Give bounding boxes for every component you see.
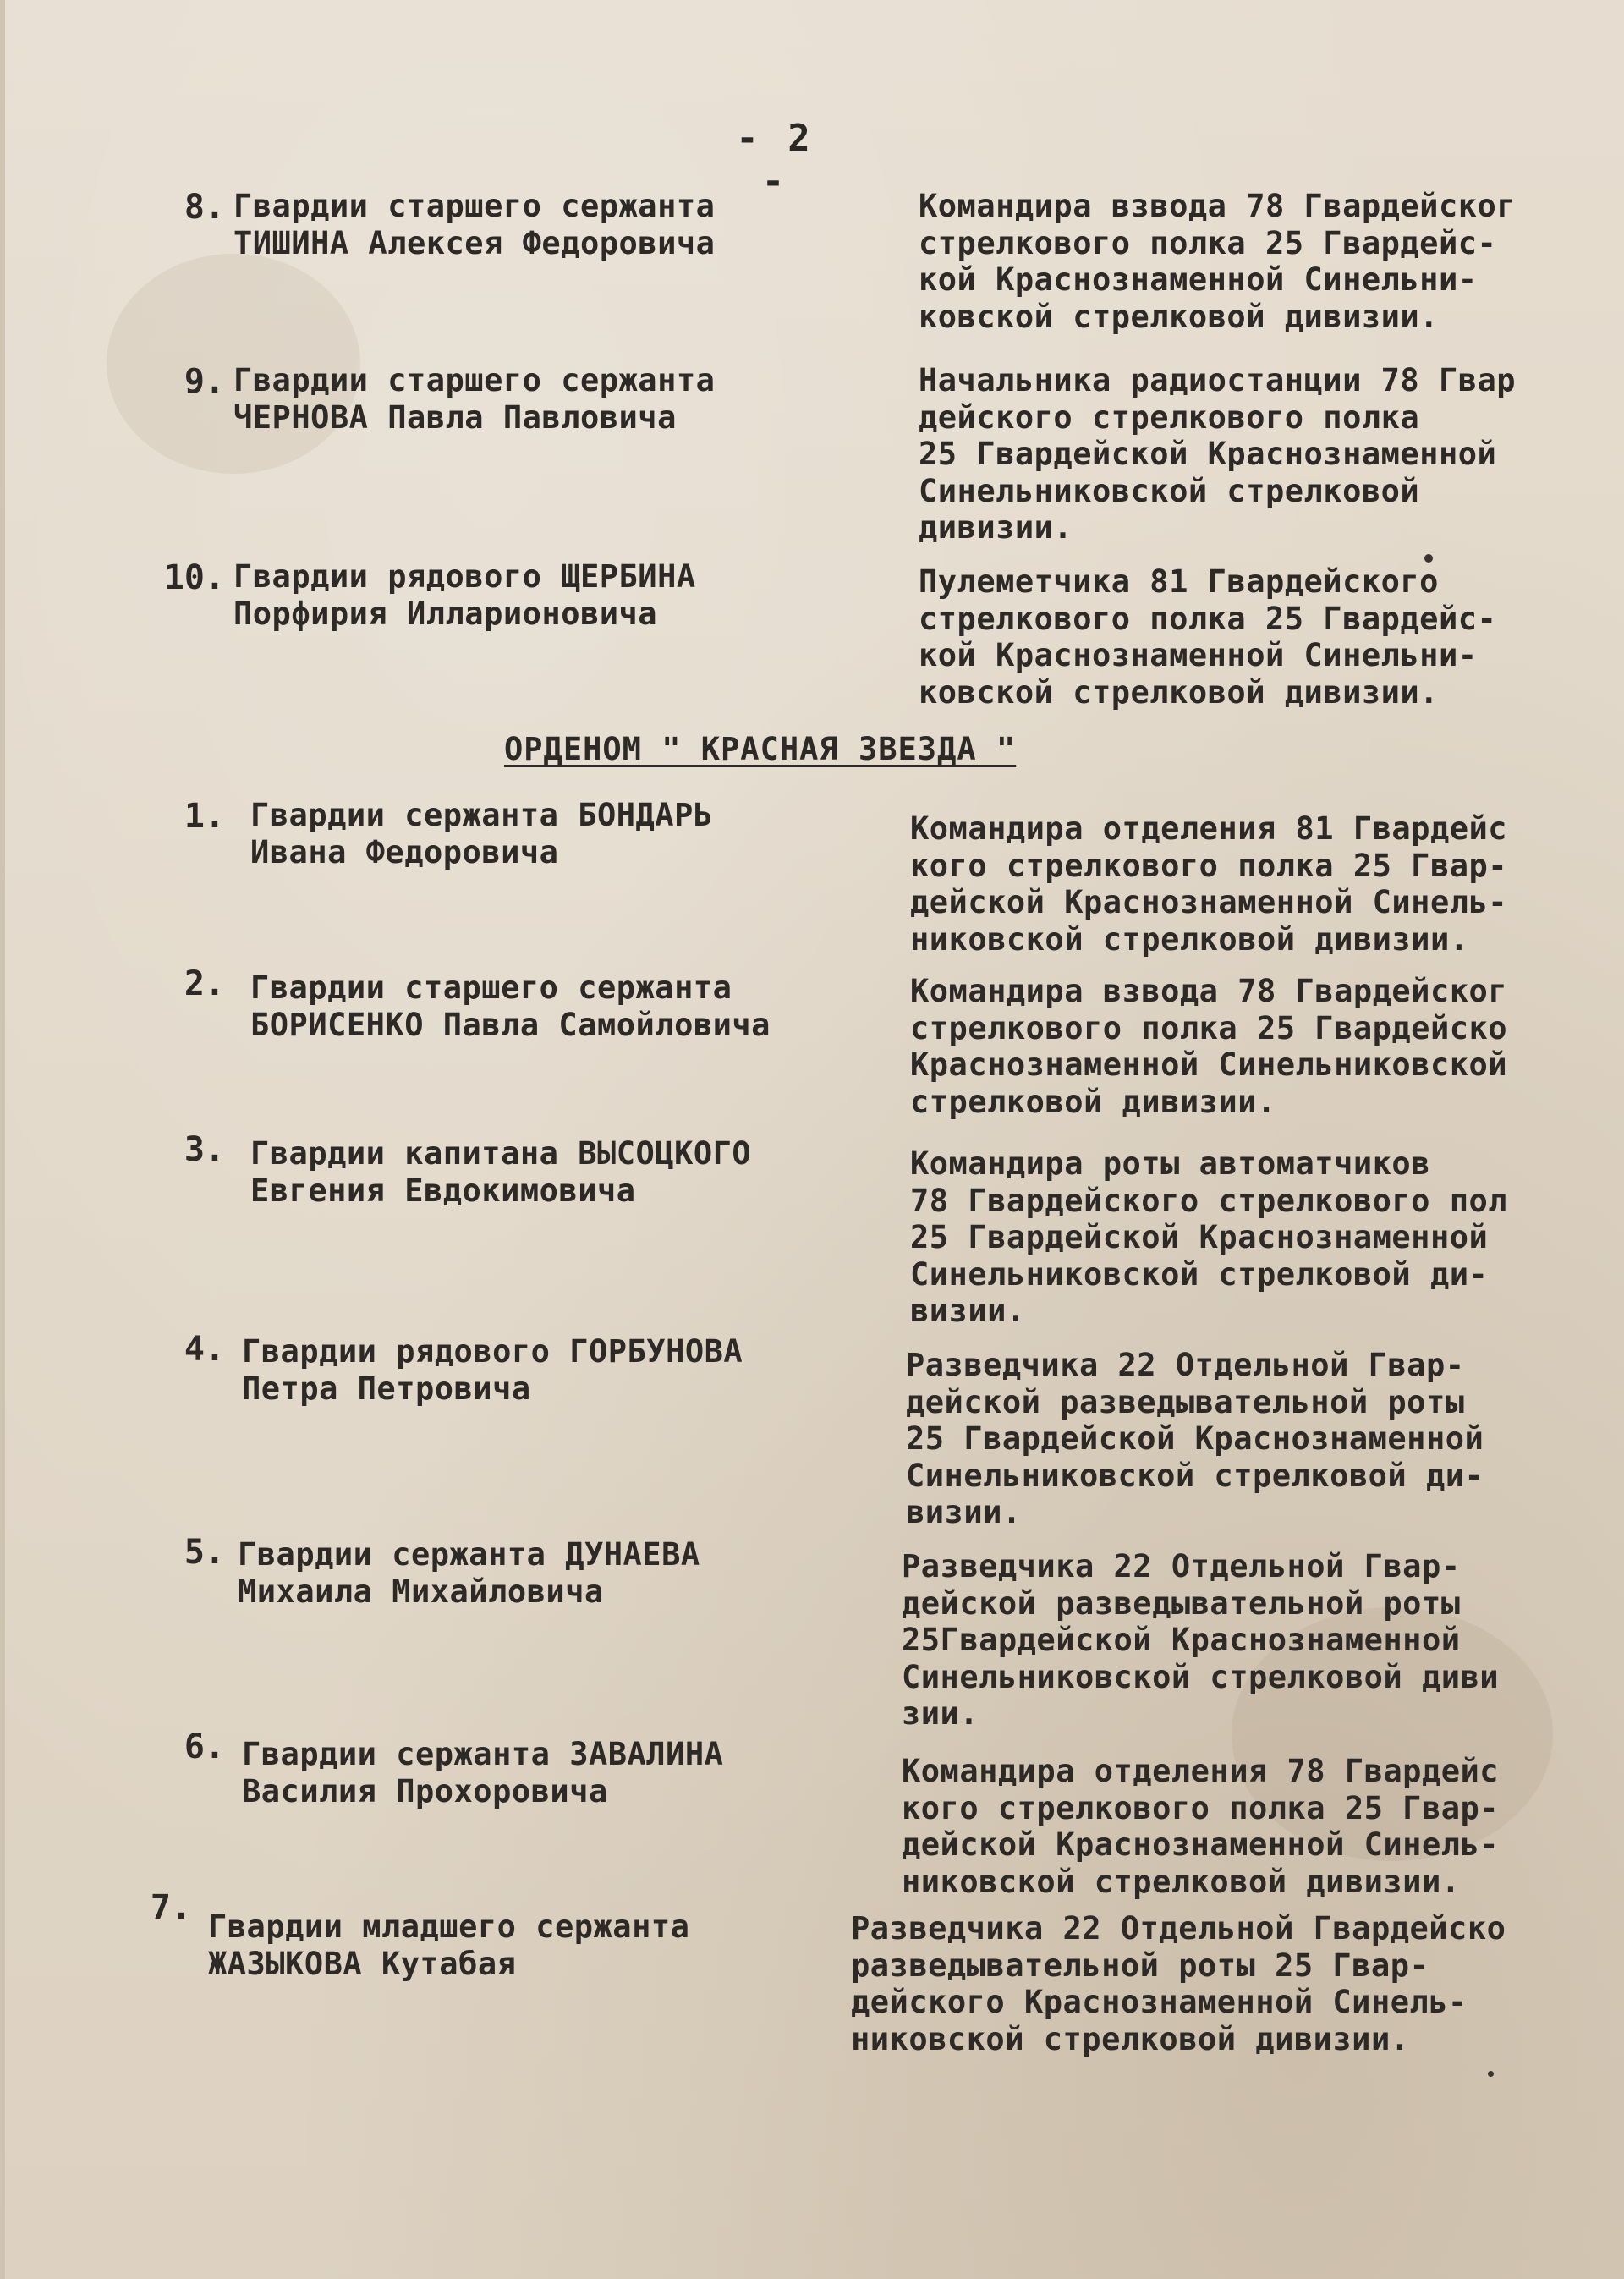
ink-speck (1424, 554, 1433, 563)
recipient-name: Гвардии рядового ГОРБУНОВА Петра Петровича (242, 1333, 743, 1407)
entry-number: 3. (184, 1130, 225, 1169)
page-number: - 2 - (736, 117, 814, 203)
recipient-position: Командира роты автоматчиков 78 Гвардейского стрелкового пол 25 Гвардейской Краснознаменной Синельниковской стрелковой ди- визии. (910, 1145, 1508, 1329)
recipient-position: Начальника радиостанции 78 Гвар дейского стрелкового полка 25 Гвардейской Краснознаменной Синельниковской стрелковой дивизии. (919, 362, 1517, 546)
recipient-name: Гвардии младшего сержанта ЖАЗЫКОВА Кутабая (208, 1908, 690, 1982)
recipient-position: Разведчика 22 Отдельной Гвар- дейской разведывательной роты 25Гвардейской Краснознаменной Синельниковской стрелковой диви зии. (902, 1548, 1500, 1732)
recipient-position: Командира взвода 78 Гвардейског стрелкового полка 25 Гвардейс- кой Краснознаменной Синельни- ковской стрелковой дивизии. (919, 188, 1517, 335)
recipient-name: Гвардии старшего сержанта ТИШИНА Алексея Федоровича (233, 188, 716, 261)
recipient-name: Гвардии рядового ЩЕРБИНА Порфирия Илларионовича (233, 558, 696, 632)
entry-number: 8. (184, 188, 225, 227)
recipient-position: Пулеметчика 81 Гвардейского стрелкового полка 25 Гвардейс- кой Краснознаменной Синельни- ковской стрелковой дивизии. (919, 563, 1497, 711)
entry-number: 10. (163, 558, 225, 597)
entry-number: 1. (184, 797, 225, 836)
recipient-name: Гвардии старшего сержанта ЧЕРНОВА Павла Павловича (233, 362, 716, 436)
recipient-name: Гвардии старшего сержанта БОРИСЕНКО Павла Самойловича (250, 969, 771, 1043)
recipient-position: Командира отделения 81 Гвардейс кого стрелкового полка 25 Гвар- дейской Краснознаменной Синель- никовской стрелковой дивизии. (910, 810, 1508, 958)
recipient-name: Гвардии сержанта БОНДАРЬ Ивана Федоровича (250, 797, 713, 870)
recipient-position: Командира взвода 78 Гвардейског стрелкового полка 25 Гвардейско Краснознаменной Синельниковской стрелковой дивизии. (910, 973, 1508, 1120)
entry-number: 7. (150, 1888, 191, 1927)
recipient-name: Гвардии сержанта ЗАВАЛИНА Василия Прохоровича (242, 1736, 724, 1809)
recipient-position: Командира отделения 78 Гвардейс кого стрелкового полка 25 Гвар- дейской Краснознаменной Синель- никовской стрелковой дивизии. (902, 1753, 1500, 1900)
entry-number: 2. (184, 964, 225, 1003)
entry-number: 5. (184, 1533, 225, 1572)
recipient-name: Гвардии сержанта ДУНАЕВА Михаила Михайловича (238, 1536, 700, 1610)
entry-number: 9. (184, 362, 225, 401)
recipient-position: Разведчика 22 Отдельной Гвар- дейской разведывательной роты 25 Гвардейской Краснознаменной Синельниковской стрелковой ди- визии. (906, 1347, 1484, 1530)
recipient-name: Гвардии капитана ВЫСОЦКОГО Евгения Евдокимовича (250, 1135, 752, 1209)
recipient-position: Разведчика 22 Отдельной Гвардейско разведывательной роты 25 Гвар- дейского Краснознаменной Синель- никовской стрелковой дивизии. (851, 1910, 1506, 2057)
entry-number: 4. (184, 1330, 225, 1369)
ink-speck (1488, 2071, 1494, 2077)
entry-number: 6. (184, 1727, 225, 1766)
award-heading: ОРДЕНОМ " КРАСНАЯ ЗВЕЗДА " (504, 731, 1017, 767)
